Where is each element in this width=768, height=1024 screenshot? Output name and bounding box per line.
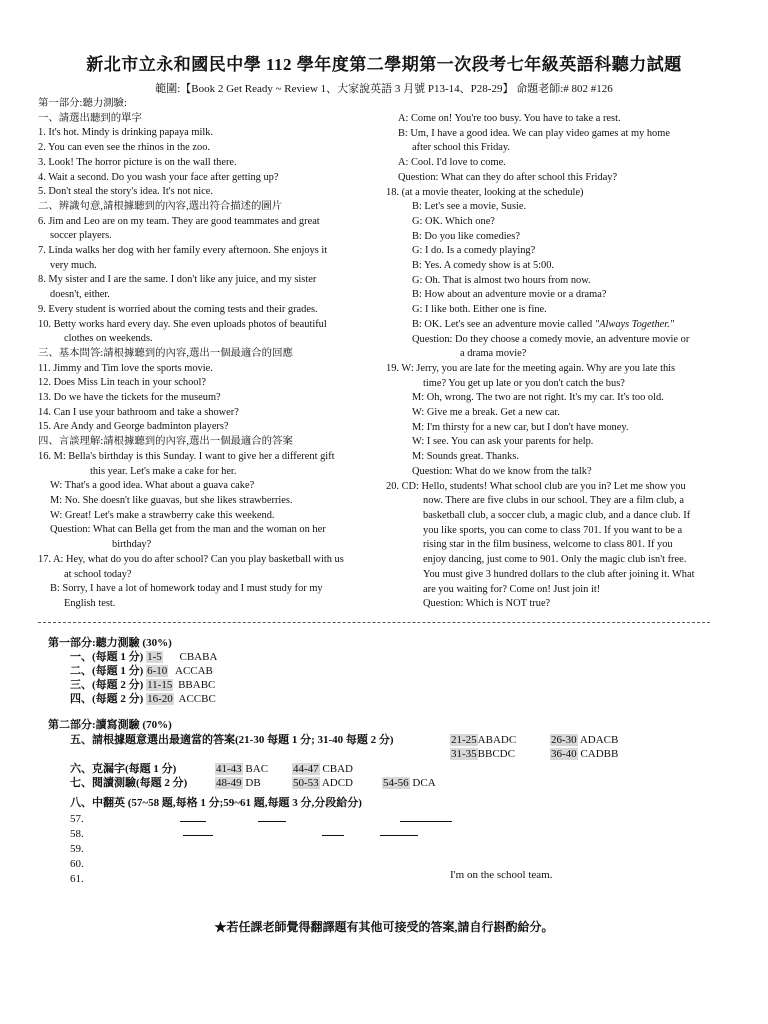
answer-key: ACCBC [178,693,216,705]
answer-range: 31-35 [451,748,477,760]
answer-row [70,692,216,706]
answer-key: CBABA [179,651,218,663]
answer-range: 6-10 [147,665,168,677]
dialogue-line: M: Oh, wrong. The two are not right. It's my car. It's too old. [412,392,664,404]
answer-blank [400,821,452,822]
question-item: 2. You can even see the rhinos in the zoo. [38,142,210,154]
answer-blank [183,835,213,836]
section-heading: 四、言談理解:請根據聽到的內容,選出一個最適合的答案 [38,436,293,448]
dialogue-line: B: Do you like comedies? [412,230,520,242]
dialogue-line: basketball club, a soccer club, a magic club, and a dance club. If [423,509,691,521]
answer-key: CBAD [322,763,353,775]
answer-section7-label: 七、閱讀測驗(每題 2 分) [70,777,188,789]
answer-blank [180,821,206,822]
translation-number: 58. [70,828,84,840]
dialogue-line: W: I see. You can ask your parents for help. [412,436,594,448]
question-item: 15. Are Andy and George badminton players? [38,421,229,433]
dialogue-line: rising star in the film business, welcome to class 801. If you [423,539,673,551]
question-item: 13. Do we have the tickets for the museum? [38,392,221,404]
question-item: doesn't, either. [50,289,110,301]
question-item: 1. It's hot. Mindy is drinking papaya milk. [38,127,214,139]
dialogue-line [386,318,736,333]
answer-key: ADCD [321,777,353,789]
divider [38,622,710,623]
answer-cell [450,733,516,747]
answer-cell [550,747,618,761]
dialogue-line: G: Oh. That is almost two hours from now. [412,274,591,286]
dialogue-line: B: How about an adventure movie or a drama? [412,289,607,301]
answer-range: 44-47 [293,763,319,775]
question-item: 9. Every student is worried about the coming tests and their grades. [38,303,318,315]
question-item: very much. [50,259,97,271]
part1-heading: 第一部分:聽力測驗: [38,98,127,109]
answer-blank [380,835,418,836]
answer-cell [215,762,268,776]
section-heading: 一、請選出聽到的單字 [38,112,142,124]
answer-row [70,650,217,664]
answer-label: 四、(每題 2 分) [70,693,144,705]
answer-range: 11-15 [147,679,173,691]
answer-key: ABADC [477,734,517,746]
answer-blank [258,821,286,822]
answer-cell [215,776,261,790]
dialogue-line: are you waiting for? Come on! Just join it! [423,583,601,595]
question-item: 16. M: Bella's birthday is this Sunday. I want to give her a different gift [38,450,335,462]
dialogue-line: A: Cool. I'd love to come. [398,157,506,169]
dialogue-line: W: Give me a break. Get a new car. [412,407,560,419]
question-item: B: Sorry, I have a lot of homework today and I must study for my [50,583,323,595]
dialogue-line: B: Yes. A comedy show is at 5:00. [412,260,555,272]
answer-part1-title: 第一部分:聽力測驗 (30%) [48,637,172,649]
answer-range: 26-30 [551,734,577,746]
answer-key: BAC [245,763,269,775]
dialogue-line: time? You get up late or you don't catch the bus? [423,377,625,389]
question-item: 20. CD: Hello, students! What school club are you in? Let me show you [386,480,686,492]
question-item: 3. Look! The horror picture is on the wall there. [38,156,237,168]
dialogue-line: M: I'm thirsty for a new car, but I don't have money. [412,421,629,433]
translation-number: 59. [70,843,84,855]
exam-scope: 範圍:【Book 2 Get Ready ~ Review 1、大家說英語 3 月號 P13-14、P28-29】 命題老師:# 802 #126 [155,83,613,95]
question-item: 17. A: Hey, what do you do after school? Can you play basketball with us [38,553,344,565]
grading-note: ★若任課老師覺得翻譯題有其他可接受的答案,請自行斟酌給分。 [214,920,554,934]
answer-section8-label: 八、中翻英 (57~58 題,每格 1 分;59~61 題,每題 3 分,分段給分) [70,797,362,809]
answer-cell [292,762,353,776]
dialogue-line: A: Come on! You're too busy. You have to take a rest. [398,113,621,124]
answer-section6-label: 六、克漏字(每題 1 分) [70,763,177,775]
answer-range: 36-40 [551,748,577,760]
dialogue-line: G: OK. Which one? [412,215,495,227]
question-item: M: No. She doesn't like guavas, but she likes strawberries. [50,494,293,506]
dialogue-line: G: I like both. Either one is fine. [412,304,547,316]
question-item: 5. Don't steal the story's idea. It's not nice. [38,186,214,198]
answer-blank [322,835,344,836]
page-title: 新北市立永和國民中學 112 學年度第二學期第一次段考七年級英語科聽力試題 [86,55,682,74]
answer-key: ADACB [579,734,619,746]
dialogue-question: a drama movie? [460,348,527,360]
question-item: birthday? [112,539,152,551]
question-item: 14. Can I use your bathroom and take a shower? [38,406,239,418]
dialogue-line: M: Sounds great. Thanks. [412,451,519,463]
answer-cell [382,776,436,790]
answer-range: 41-43 [216,763,242,775]
translation-number: 60. [70,858,84,870]
translation-number: 57. [70,813,84,825]
question-item: 19. W: Jerry, you are late for the meeting again. Why are you late this [386,362,676,374]
answer-key: BBABC [178,679,216,691]
question-item: Question: What can Bella get from the man and the woman on her [50,524,326,536]
answer-label: 三、(每題 2 分) [70,679,144,691]
answer-part2-title: 第二部分:讀寫測驗 (70%) [48,719,172,731]
question-item: 12. Does Miss Lin teach in your school? [38,377,206,389]
answer-range: 50-53 [293,777,319,789]
question-item: soccer players. [50,230,112,242]
answer-61: I'm on the school team. [450,869,553,881]
answer-key: CADBB [580,748,619,760]
answer-key: DB [245,777,261,789]
question-item: W: That's a good idea. What about a guava cake? [50,480,255,492]
question-item: 7. Linda walks her dog with her family every afternoon. She enjoys it [38,245,328,257]
dialogue-question: Question: Which is NOT true? [423,598,551,610]
dialogue-line: You must give 3 hundred dollars to the club after joining it. What [423,568,695,580]
dialogue-line: enjoy dancing, just come to 901. Only the magic club isn't free. [423,554,687,566]
answer-row [70,678,215,692]
dialogue-question: Question: What do we know from the talk? [412,465,592,477]
left-column [38,97,383,612]
right-column [386,112,736,612]
answer-range: 1-5 [147,651,162,663]
answer-range: 16-20 [147,693,173,705]
question-item: 11. Jimmy and Tim love the sports movie. [38,362,213,374]
dialogue-text: B: OK. Let's see an adventure movie called [412,318,593,330]
answer-cell [550,733,618,747]
answer-row [70,664,213,678]
translation-number: 61. [70,873,84,885]
question-item: at school today? [64,568,132,580]
answer-label: 二、(每題 1 分) [70,665,144,677]
question-item: 8. My sister and I are the same. I don't like any juice, and my sister [38,274,317,286]
question-item: 10. Betty works hard every day. She even uploads photos of beautiful [38,318,327,330]
section-heading: 二、辨識句意,請根據聽到的內容,選出符合描述的圖片 [38,200,283,212]
answer-key: DCA [412,777,436,789]
dialogue-line: you like sports, you can come to class 701. If you want to be a [423,524,683,536]
movie-title: "Always Together." [594,318,675,330]
answer-range: 48-49 [216,777,242,789]
answer-section5-label: 五、請根據題意選出最適當的答案(21-30 每題 1 分; 31-40 每題 2 分) [70,734,394,746]
answer-cell [292,776,353,790]
answer-cell [450,747,515,761]
question-item: 18. (at a movie theater, looking at the schedule) [386,186,584,198]
question-item: 6. Jim and Leo are on my team. They are good teammates and great [38,215,320,227]
question-item: 4. Wait a second. Do you wash your face after getting up? [38,171,279,183]
answer-label: 一、(每題 1 分) [70,651,144,663]
dialogue-line: B: Um, I have a good idea. We can play video games at my home [398,127,670,139]
section-heading: 三、基本問答:請根據聽到的內容,選出一個最適合的回應 [38,347,293,359]
dialogue-line: G: I do. Is a comedy playing? [412,245,536,257]
question-item: this year. Let's make a cake for her. [90,465,237,477]
answer-key: BBCDC [477,748,515,760]
question-item: English test. [64,597,116,609]
answer-key: ACCAB [175,665,213,677]
dialogue-line: after school this Friday. [412,142,511,154]
question-item: W: Great! Let's make a strawberry cake this weekend. [50,509,275,521]
answer-range: 21-25 [451,734,477,746]
question-item: clothes on weekends. [64,333,153,345]
dialogue-line: now. There are five clubs in our school. They are a film club, a [423,495,684,507]
dialogue-line: B: Let's see a movie, Susie. [412,201,527,213]
answer-range: 54-56 [383,777,409,789]
dialogue-question: Question: What can they do after school this Friday? [398,171,618,183]
dialogue-question: Question: Do they choose a comedy movie, an adventure movie or [412,333,690,345]
